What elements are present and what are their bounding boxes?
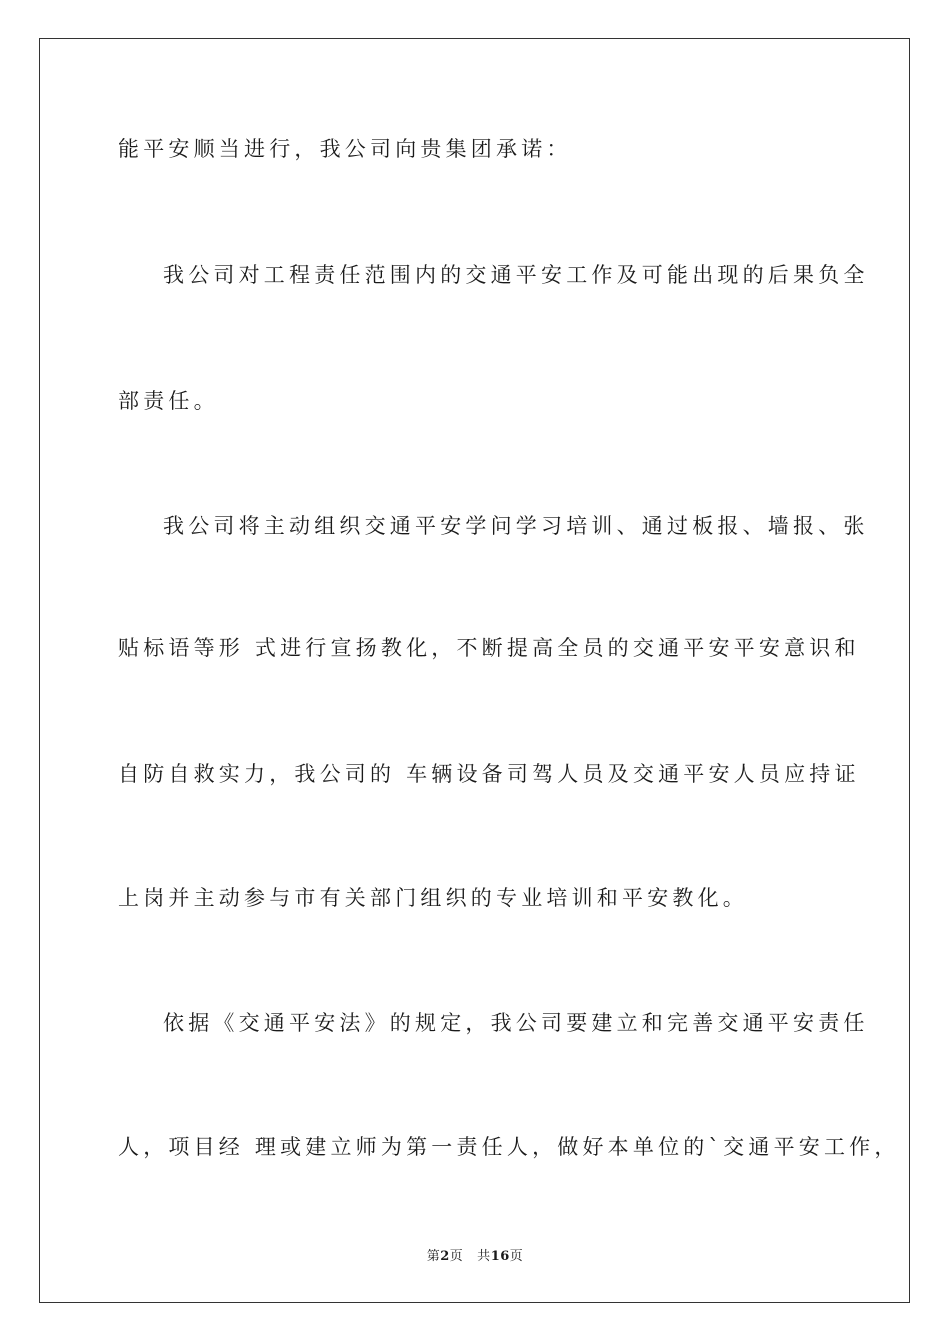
paragraph-line-2: 我公司对工程责任范围内的交通平安工作及可能出现的后果负全: [163, 263, 869, 287]
page-current: 2: [440, 1249, 450, 1264]
page-footer: [0, 1248, 950, 1266]
paragraph-line-8: 依据《交通平安法》的规定，我公司要建立和完善交通平安责任: [163, 1011, 869, 1035]
page-border: [39, 38, 910, 1303]
paragraph-line-6: 自防自救实力，我公司的 车辆设备司驾人员及交通平安人员应持证: [118, 762, 860, 786]
total-prefix: 共: [477, 1249, 491, 1264]
paragraph-line-3: 部责任。: [118, 389, 219, 413]
paragraph-line-5: 贴标语等形 式进行宣扬教化，不断提高全员的交通平安平安意识和: [118, 636, 860, 660]
paragraph-line-7: 上岗并主动参与市有关部门组织的专业培训和平安教化。: [118, 886, 748, 910]
paragraph-line-4: 我公司将主动组织交通平安学问学习培训、通过板报、墙报、张: [163, 514, 869, 538]
page-prefix: 第: [426, 1249, 441, 1264]
page-total: 16: [490, 1249, 510, 1264]
paragraph-line-9: 人，项目经 理或建立师为第一责任人，做好本单位的`交通平安工作，: [118, 1135, 900, 1159]
page-suffix: 页: [449, 1249, 464, 1264]
total-suffix: 页: [509, 1249, 524, 1264]
paragraph-line-1: 能平安顺当进行，我公司向贵集团承诺：: [118, 137, 572, 161]
